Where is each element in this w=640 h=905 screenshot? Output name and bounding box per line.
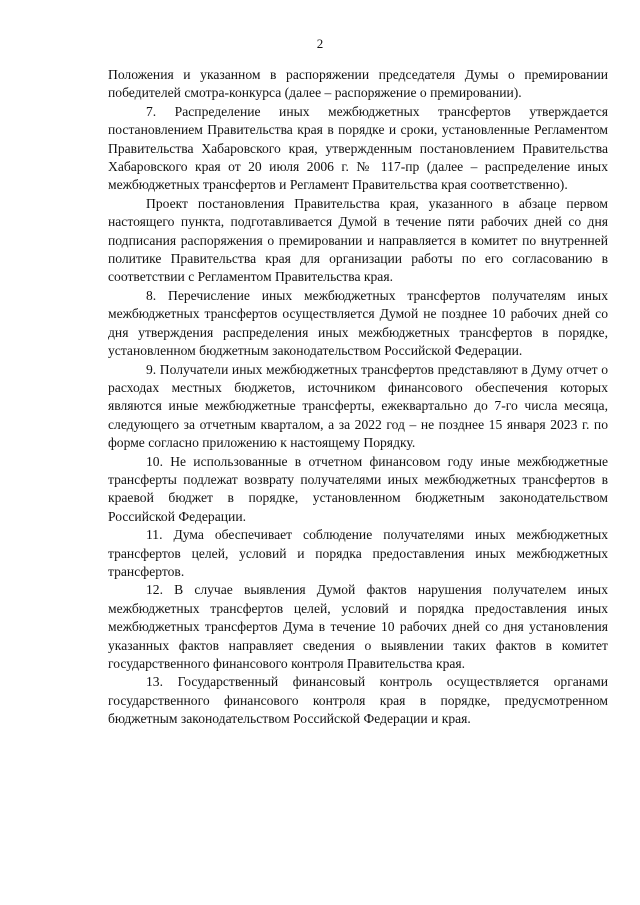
- paragraph-item-7: 7. Распределение иных межбюджетных трансфертов утверждается постановлением Правительства края в порядке и сроки, установленные Регламентом Правительства Хабаровского края, утвержденным постановлением Правительства Хабаровского края от 20 июля 2006 г. № 117-пр (далее – распределение иных межбюджетных трансфертов и Регламент Правительства края соответственно).: [108, 103, 608, 193]
- paragraph-item-8: 8. Перечисление иных межбюджетных трансфертов получателям иных межбюджетных трансфертов осуществляется Думой не позднее 10 рабочих дней со дня утверждения распределения иных межбюджетных трансфертов в порядке, установленном бюджетным законодательством Российской Федерации.: [108, 287, 608, 359]
- paragraph-item-13: 13. Государственный финансовый контроль осуществляется органами государственного финансового контроля края в порядке, предусмотренном бюджетным законодательством Российской Федерации и края.: [108, 674, 608, 727]
- paragraph-item-12: 12. В случае выявления Думой фактов нарушения получателем иных межбюджетных трансфертов целей, условий и порядка предоставления иных межбюджетных трансфертов Дума в течение 10 рабочих дней со дня установления указанных фактов направляет сведения о выявлении таких фактов в комитет государственного финансового контроля Правительства края.: [108, 582, 608, 671]
- paragraph-item-11: 11. Дума обеспечивает соблюдение получателями иных межбюджетных трансфертов целей, условий и порядка предоставления иных межбюджетных трансфертов.: [108, 527, 608, 579]
- paragraph-item-7-draft: Проект постановления Правительства края, указанного в абзаце первом настоящего пункта, подготавливается Думой в течение пяти рабочих дней со дня подписания распоряжения о премировании и направляется в комитет по внутренней политике Правительства края для организации работы по его согласованию в соответствии с Регламентом Правительства края.: [108, 195, 608, 285]
- paragraph-item-10: 10. Не использованные в отчетном финансовом году иные межбюджетные трансферты подлежат возврату получателями иных межбюджетных трансфертов в краевой бюджет в порядке, установленном бюджетным законодательством Российской Федерации.: [108, 453, 608, 524]
- page-number: 2: [316, 36, 324, 51]
- paragraph-continuation: Положения и указанном в распоряжении председателя Думы о премировании победителей смотра-конкурса (далее – распоряжение о премировании).: [108, 67, 608, 101]
- paragraph-item-9: 9. Получатели иных межбюджетных трансфертов представляют в Думу отчет о расходах местных бюджетов, источником финансового обеспечения которых являются иные межбюджетные трансферты, ежеквартально до 7-го числа месяца, следующего за отчетным кварталом, а за 2022 год – не позднее 15 января 2023 г. по форме согласно приложению к настоящему Порядку.: [108, 361, 608, 451]
- document-body: [108, 66, 608, 729]
